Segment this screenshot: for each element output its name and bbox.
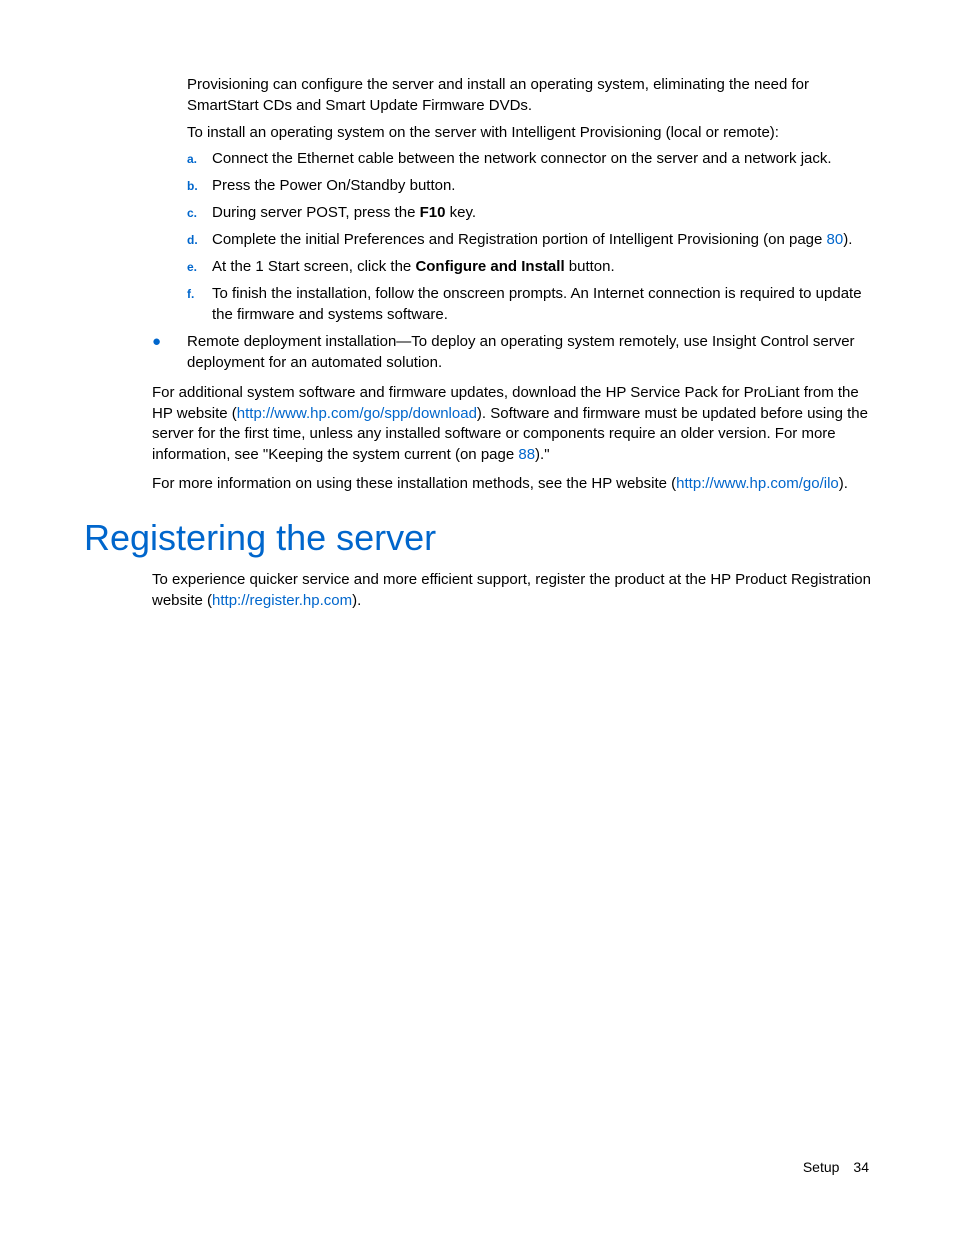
registration-text-end: ).	[352, 591, 362, 609]
step-marker: f.	[187, 287, 195, 301]
key-name: F10	[419, 204, 446, 221]
more-info-text-start: For more information on using these installation methods, see the HP website (	[152, 475, 677, 492]
page-link[interactable]: 80	[826, 231, 844, 248]
section-heading: Registering the server	[84, 517, 437, 558]
updates-paragraph	[152, 383, 872, 465]
step-marker: b.	[187, 179, 198, 193]
step-text-start: At the 1 Start screen, click the	[212, 258, 416, 275]
bullet-icon: ●	[152, 333, 162, 350]
list-item	[187, 149, 877, 170]
intro-block	[187, 75, 877, 151]
page-link[interactable]: 88	[518, 445, 536, 463]
step-text: To finish the installation, follow the onscreen prompts. An Internet connection is required to update the firmware and systems software.	[212, 285, 862, 323]
intro-instruction: To install an operating system on the server with Intelligent Provisioning (local or remote):	[187, 124, 779, 141]
registration-text-start: To experience quicker service and more efficient support, register the product at the HP Product Registration website (	[152, 571, 871, 609]
footer-section: Setup	[802, 1159, 840, 1175]
install-steps-list	[187, 149, 877, 332]
step-text: Press the Power On/Standby button.	[212, 177, 456, 194]
spp-download-link[interactable]: http://www.hp.com/go/spp/download	[236, 404, 477, 422]
step-marker: c.	[187, 206, 198, 220]
button-name: Configure and Install	[415, 258, 565, 275]
intro-paragraph: Provisioning can configure the server and install an operating system, eliminating the need for SmartStart CDs and Smart Update Firmware DVDs.	[187, 76, 810, 114]
step-marker: d.	[187, 233, 198, 247]
list-item	[187, 257, 877, 278]
more-info-text-end: ).	[838, 475, 848, 492]
updates-text-start: For additional system software and firmware updates, download the HP Service Pack for ProLiant from the HP website (	[152, 384, 859, 422]
step-text-end: button.	[564, 258, 615, 275]
step-text-end: ).	[843, 231, 853, 248]
step-marker: a.	[187, 152, 198, 166]
registration-paragraph	[152, 570, 872, 611]
step-text-end: key.	[445, 204, 477, 221]
list-item	[187, 203, 877, 224]
step-text: Connect the Ethernet cable between the network connector on the server and a network jack.	[212, 150, 832, 167]
list-item	[187, 284, 877, 325]
page-number: 34	[853, 1159, 869, 1175]
step-marker: e.	[187, 260, 198, 274]
list-item	[187, 230, 877, 251]
step-text-start: During server POST, press the	[212, 204, 420, 221]
registration-link[interactable]: http://register.hp.com	[212, 591, 353, 609]
ilo-link[interactable]: http://www.hp.com/go/ilo	[676, 475, 839, 492]
list-item	[187, 176, 877, 197]
bullet-text: Remote deployment installation—To deploy an operating system remotely, use Insight Control server deployment for an automated solution.	[187, 333, 855, 371]
updates-text-middle: ). Software and firmware must be updated before using the server for the first time, unless any installed software or components require an older version. For more information, see "Keeping the system current (on page	[152, 404, 868, 463]
more-info-paragraph	[152, 474, 872, 495]
remote-deployment-bullet	[152, 332, 877, 373]
step-text-start: Complete the initial Preferences and Registration portion of Intelligent Provisioning (on page	[212, 231, 827, 248]
page-footer	[803, 1157, 869, 1178]
updates-text-end: )."	[535, 445, 550, 463]
